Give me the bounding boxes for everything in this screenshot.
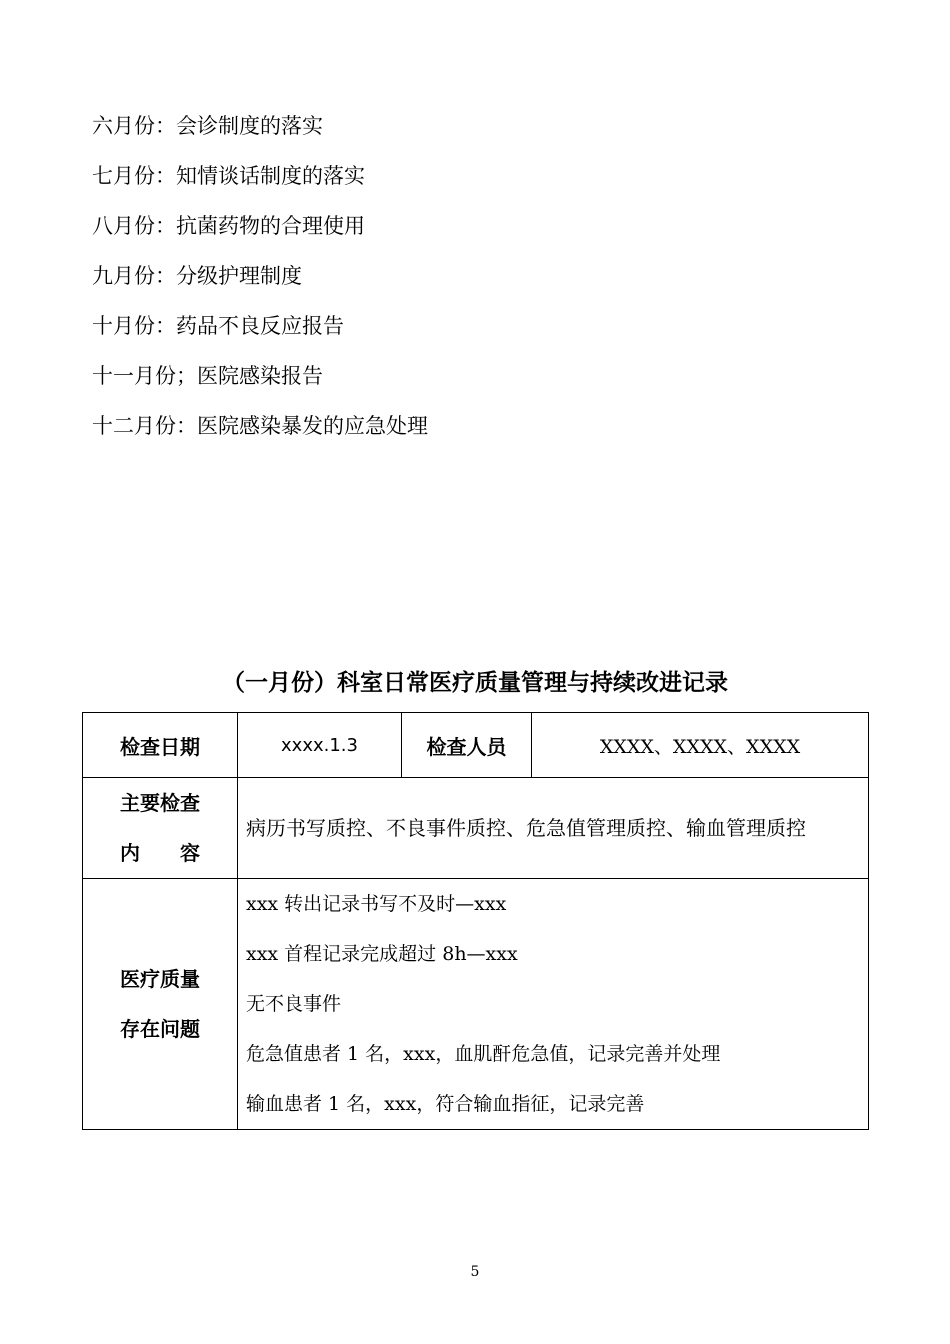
issue-item: xxx 首程记录完成超过 8h—xxx	[246, 943, 518, 965]
issues-list	[238, 879, 869, 1130]
main-content-label	[83, 778, 238, 879]
table-row	[83, 778, 869, 879]
monthly-schedule-list	[92, 108, 428, 458]
quality-record-table	[82, 712, 869, 1130]
table-row	[83, 713, 869, 778]
schedule-item-june: 六月份：会诊制度的落实	[92, 114, 323, 138]
schedule-item-october: 十月份：药品不良反应报告	[92, 314, 344, 338]
issue-item: 输血患者 1 名，xxx，符合输血指征，记录完善	[246, 1093, 645, 1115]
main-content-label-line1: 主要检查	[120, 791, 200, 815]
schedule-item-november: 十一月份；医院感染报告	[92, 364, 323, 388]
issue-item: 危急值患者 1 名，xxx，血肌酐危急值，记录完善并处理	[246, 1043, 721, 1065]
page-number: 5	[470, 1264, 480, 1280]
schedule-item-december: 十二月份：医院感染暴发的应急处理	[92, 414, 428, 438]
inspector-value: XXXX、XXXX、XXXX	[532, 713, 869, 778]
issue-item: xxx 转出记录书写不及时—xxx	[246, 893, 507, 915]
schedule-item-july: 七月份：知情谈话制度的落实	[92, 164, 365, 188]
record-title: （一月份）科室日常医疗质量管理与持续改进记录	[222, 670, 728, 696]
main-content-value: 病历书写质控、不良事件质控、危急值管理质控、输血管理质控	[238, 778, 869, 879]
issues-label-line1: 医疗质量	[120, 967, 200, 991]
main-content-label-line2: 内 容	[120, 841, 200, 865]
issue-item: 无不良事件	[246, 993, 342, 1015]
schedule-item-september: 九月份：分级护理制度	[92, 264, 302, 288]
schedule-item-august: 八月份：抗菌药物的合理使用	[92, 214, 365, 238]
issues-label	[83, 879, 238, 1130]
inspector-label: 检查人员	[402, 713, 532, 778]
check-date-value: xxxx.1.3	[238, 713, 402, 778]
check-date-label: 检查日期	[83, 713, 238, 778]
table-row	[83, 879, 869, 1130]
issues-label-line2: 存在问题	[120, 1017, 200, 1041]
